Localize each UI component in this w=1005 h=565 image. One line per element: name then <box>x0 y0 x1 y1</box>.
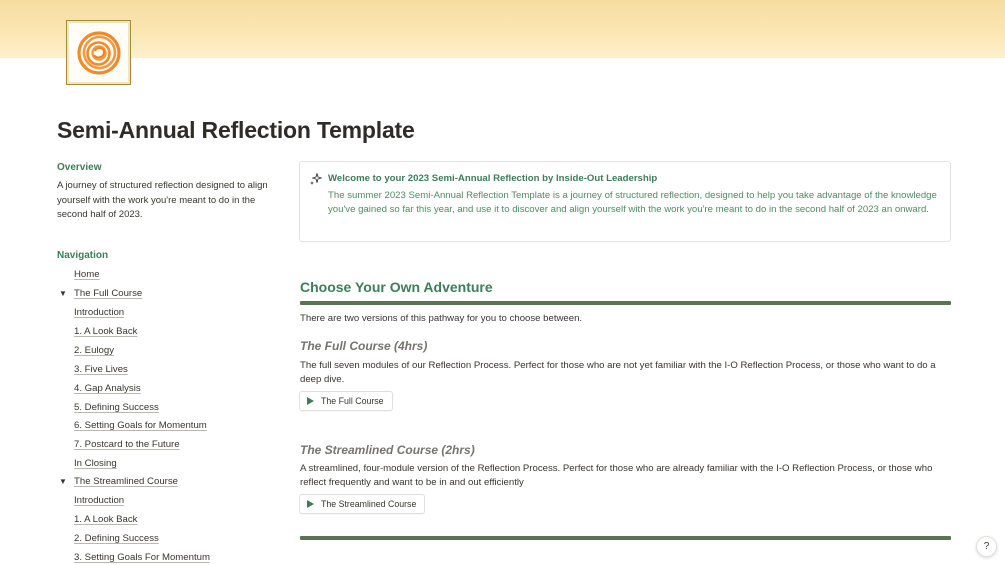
full-course-button[interactable] <box>299 391 393 411</box>
page-title: Semi-Annual Reflection Template <box>57 117 415 143</box>
nav-link-streamlined-introduction[interactable]: Introduction <box>74 495 125 506</box>
full-course-description: The full seven modules of our Reflection Process. Perfect for those who are not yet familiar with the I-O Reflection Process, or those who want to do a deep dive. <box>300 360 936 386</box>
welcome-callout <box>299 161 951 242</box>
nav-link-streamlined-look-back[interactable]: 1. A Look Back <box>74 514 138 525</box>
streamlined-course-button[interactable] <box>299 494 425 514</box>
help-button[interactable]: ? <box>976 536 997 557</box>
page-icon[interactable] <box>66 20 131 85</box>
play-icon <box>307 500 314 508</box>
orange-scribble-circle-icon <box>74 28 124 78</box>
nav-toggle-full-course[interactable]: The Full Course <box>74 288 143 299</box>
play-icon <box>307 397 314 405</box>
callout-body: The summer 2023 Semi-Annual Reflection Template is a journey of structured reflection, designed to help you take advantage of the knowledge you've gained so far this year, and use it to discover and align yourself with the work you're meant to do in the second half of 2023 an onward. <box>328 190 937 216</box>
navigation-heading: Navigation <box>57 250 109 261</box>
full-course-heading: The Full Course (4hrs) <box>300 339 428 353</box>
nav-link-streamlined-setting-goals[interactable]: 3. Setting Goals For Momentum <box>74 552 210 563</box>
callout-title: Welcome to your 2023 Semi-Annual Reflection by Inside-Out Leadership <box>328 173 658 184</box>
streamlined-course-description: A streamlined, four-module version of the Reflection Process. Perfect for those who are already familiar with the I-O Reflection Process, or those who reflect frequently and want to be in and out efficiently <box>300 463 933 489</box>
divider <box>300 301 951 305</box>
sparkles-icon <box>309 172 323 186</box>
nav-toggle-streamlined-course[interactable]: The Streamlined Course <box>74 476 178 487</box>
streamlined-course-heading: The Streamlined Course (2hrs) <box>300 443 475 457</box>
divider <box>300 536 951 540</box>
streamlined-course-button-label: The Streamlined Course <box>321 499 417 509</box>
nav-link-full-look-back[interactable]: 1. A Look Back <box>74 326 138 337</box>
page-cover[interactable] <box>0 0 1005 58</box>
nav-link-full-gap-analysis[interactable]: 4. Gap Analysis <box>74 383 141 394</box>
overview-heading: Overview <box>57 162 102 173</box>
adventure-intro: There are two versions of this pathway for you to choose between. <box>300 313 583 324</box>
nav-link-full-defining-success[interactable]: 5. Defining Success <box>74 402 159 413</box>
nav-link-full-in-closing[interactable]: In Closing <box>74 458 117 469</box>
toggle-triangle-icon[interactable]: ▼ <box>59 289 67 298</box>
nav-link-full-introduction[interactable]: Introduction <box>74 307 125 318</box>
nav-link-full-five-lives[interactable]: 3. Five Lives <box>74 364 128 375</box>
nav-link-full-eulogy[interactable]: 2. Eulogy <box>74 345 115 356</box>
nav-link-full-setting-goals[interactable]: 6. Setting Goals for Momentum <box>74 420 207 431</box>
overview-section <box>57 162 272 223</box>
nav-link-full-postcard[interactable]: 7. Postcard to the Future <box>74 439 180 450</box>
toggle-triangle-icon[interactable]: ▼ <box>59 477 67 486</box>
nav-link-streamlined-defining-success[interactable]: 2. Defining Success <box>74 533 159 544</box>
adventure-heading: Choose Your Own Adventure <box>300 279 493 295</box>
full-course-button-label: The Full Course <box>321 396 384 406</box>
nav-link-home[interactable]: Home <box>74 269 100 280</box>
overview-text: A journey of structured reflection designed to align yourself with the work you're meant to do in the second half of 2023. <box>57 180 268 220</box>
